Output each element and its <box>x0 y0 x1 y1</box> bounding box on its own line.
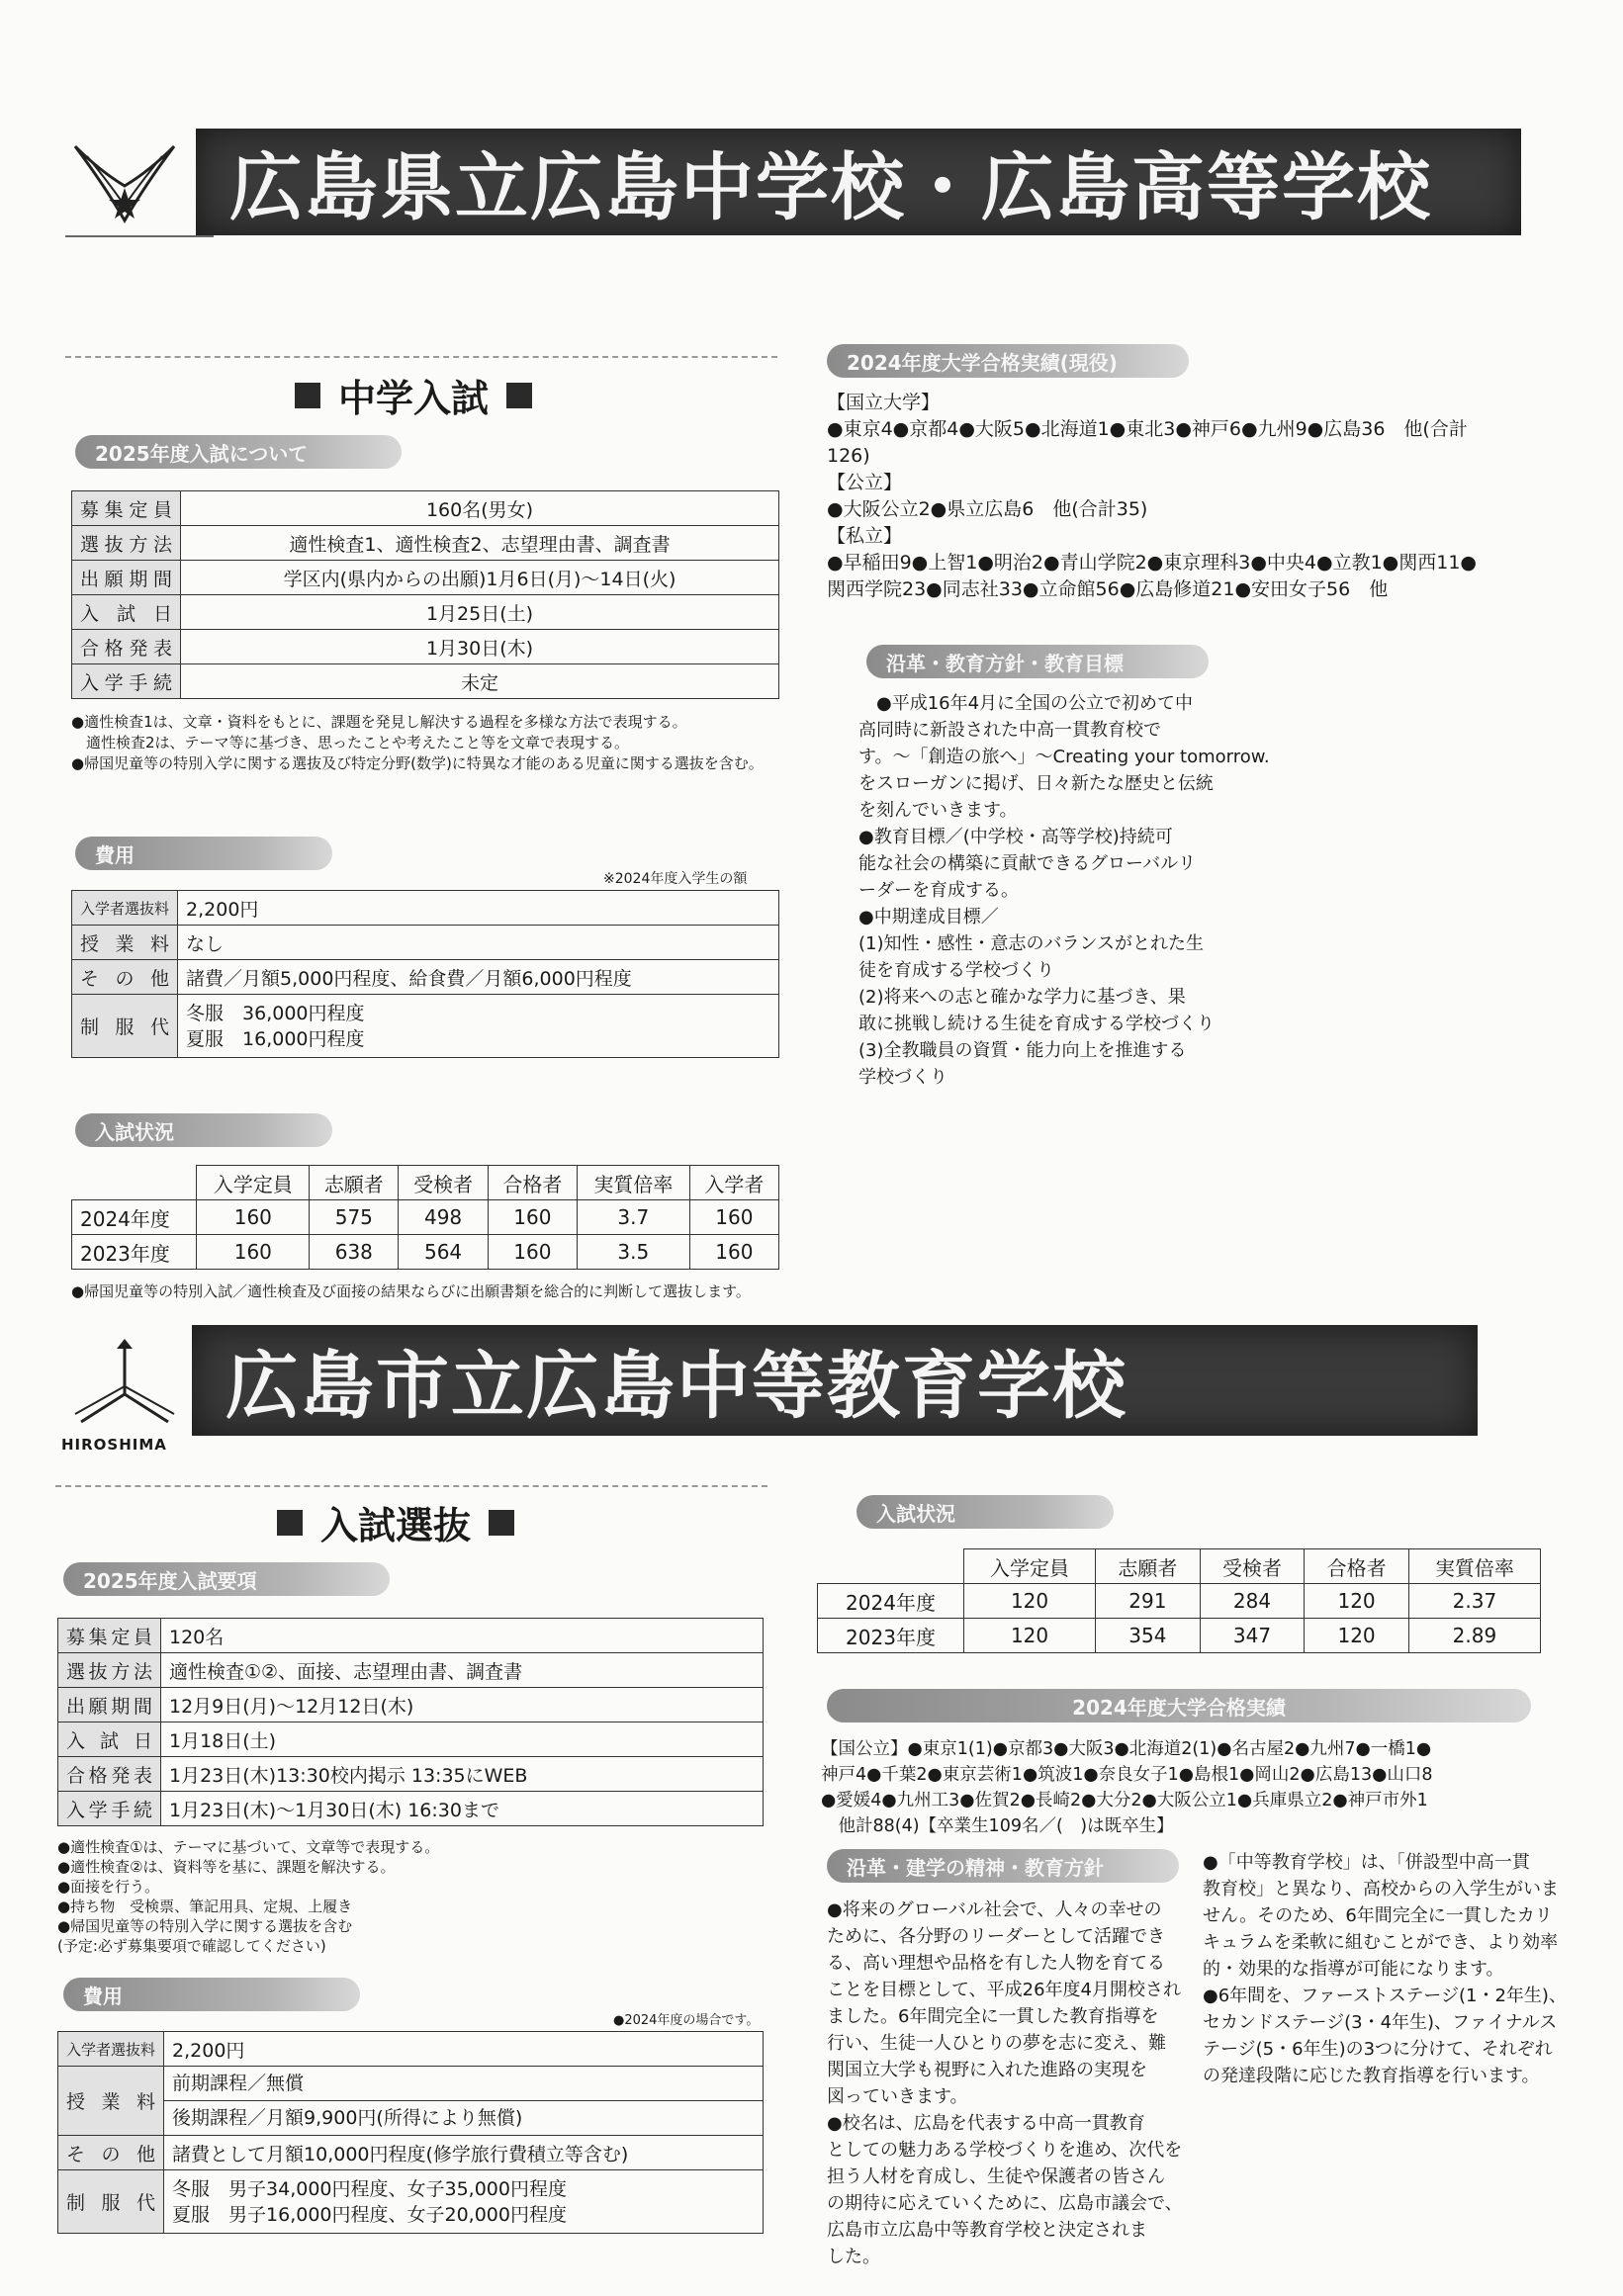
table-header-row <box>818 1549 1541 1584</box>
history-line: ました。6年間完全に一貫した教育指導を <box>827 2006 1159 2027</box>
cell: 120 <box>964 1584 1096 1619</box>
row-value: 12月9日(月)～12月12日(木) <box>161 1688 764 1722</box>
table-row <box>58 1653 764 1688</box>
cell: 2.37 <box>1408 1584 1540 1619</box>
note-line: ●適性検査②は、資料等を基に、課題を解決する。 <box>57 1858 396 1876</box>
school1-fees-pill <box>75 837 332 870</box>
header-cell: 入学定員 <box>964 1549 1096 1584</box>
school2-about-pill-text: 2025年度入試要項 <box>83 1568 257 1593</box>
school2-side-text <box>1203 1849 1569 2089</box>
table-row <box>72 561 779 595</box>
square-bullet-icon <box>277 1510 303 1536</box>
note-line: ●適性検査①は、テーマに基づいて、文章等で表現する。 <box>57 1838 440 1856</box>
school2-exam-table <box>57 1618 764 1826</box>
side-line: ●「中等教育学校」は、「併設型中高一貫 <box>1203 1852 1530 1873</box>
school1-history-text <box>858 690 1270 1091</box>
row-value: 未定 <box>181 664 779 699</box>
row-value: 1月23日(木)～1月30日(木) 16:30まで <box>161 1792 764 1826</box>
school2-results-pill-text: 2024年度大学合格実績 <box>1072 1695 1286 1720</box>
header-cell <box>818 1549 964 1584</box>
school1-title-banner <box>196 129 1521 235</box>
cell: 354 <box>1096 1619 1201 1653</box>
table-row <box>72 1235 779 1270</box>
header-cell: 合格者 <box>488 1166 577 1200</box>
table-row <box>72 891 779 926</box>
row-label: 合格発表 <box>58 1757 161 1792</box>
note-line: ●適性検査1は、文章・資料をもとに、課題を発見し解決する過程を多様な方法で表現する。 <box>71 713 687 731</box>
note-line: ●帰国児童等の特別入学に関する選抜を含む <box>57 1917 353 1935</box>
table-row <box>72 630 779 664</box>
school2-fees-pill <box>63 1978 360 2011</box>
school1-about-pill <box>75 435 402 469</box>
header-cell: 合格者 <box>1305 1549 1409 1584</box>
year-cell: 2024年度 <box>72 1200 197 1235</box>
fee-value: 2,200円 <box>178 891 779 926</box>
fee-value: なし <box>178 926 779 960</box>
table-row <box>58 2170 764 2234</box>
row-label: 選抜方法 <box>72 526 181 561</box>
school1-status-note: ●帰国児童等の特別入試／適性検査及び面接の結果ならびに出願書類を総合的に判断して選抜します。 <box>71 1282 751 1300</box>
table-row <box>58 2136 764 2170</box>
row-value: 1月23日(木)13:30校内掲示 13:35にWEB <box>161 1757 764 1792</box>
school2-results-pill <box>827 1689 1531 1722</box>
history-line: 担う人材を育成し、生徒や保護者の皆さん <box>827 2166 1165 2187</box>
header-cell: 入学者 <box>689 1166 778 1200</box>
header-cell <box>72 1166 197 1200</box>
table-row <box>72 995 779 1058</box>
history-line: ●教育目標／(中学校・高等学校)持続可 <box>858 827 1173 847</box>
cell: 160 <box>197 1200 310 1235</box>
history-line: 能な社会の構築に貢献できるグローバルリ <box>858 853 1197 874</box>
school2-title-banner <box>192 1325 1478 1436</box>
header-cell: 受検者 <box>399 1166 488 1200</box>
note-line: (予定:必ず募集要項で確認してください) <box>57 1937 326 1955</box>
school2-fees-note: ●2024年度の場合です。 <box>613 2013 760 2028</box>
school2-fees-table <box>57 2031 764 2234</box>
school1-fees-note: ※2024年度入学生の額 <box>603 871 748 887</box>
cell: 284 <box>1200 1584 1305 1619</box>
fee-line: 後期課程／月額9,900円(所得により無償) <box>172 2107 523 2129</box>
cell: 347 <box>1200 1619 1305 1653</box>
fee-value: 諸費として月額10,000円程度(修学旅行費積立等含む) <box>164 2136 764 2170</box>
side-line: セカンドステージ(3・4年生)、ファイナルス <box>1203 2012 1558 2033</box>
table-row <box>58 1792 764 1826</box>
school1-status-pill <box>75 1113 332 1147</box>
square-bullet-icon <box>506 383 532 408</box>
history-line: した。 <box>827 2247 880 2267</box>
prefecture-emblem-icon <box>65 127 184 235</box>
history-line: 図っていきます。 <box>827 2086 968 2107</box>
header-cell: 実質倍率 <box>577 1166 689 1200</box>
year-cell: 2023年度 <box>818 1619 964 1653</box>
row-label: 出願期間 <box>72 561 181 595</box>
cell: 291 <box>1096 1584 1201 1619</box>
table-row <box>72 1200 779 1235</box>
cell: 160 <box>689 1200 778 1235</box>
note-line: ●面接を行う。 <box>57 1878 160 1896</box>
row-value: 160名(男女) <box>181 491 779 526</box>
school2-title: 広島市立広島中等教育学校 <box>225 1344 1127 1429</box>
side-line: ●6年間を、ファーストステージ(1・2年生)、 <box>1203 1986 1567 2006</box>
table-row <box>58 1722 764 1757</box>
cell: 2.89 <box>1408 1619 1540 1653</box>
header-cell: 受検者 <box>1200 1549 1305 1584</box>
cell: 160 <box>197 1235 310 1270</box>
school1-results-pill-text: 2024年度大学合格実績(現役) <box>847 350 1118 375</box>
school1-status-table <box>71 1165 779 1270</box>
note-line: ●帰国児童等の特別入学に関する選抜及び特定分野(数学)に特異な才能のある児童に関する選抜を含む。 <box>71 754 764 772</box>
school1-exam-notes <box>71 712 764 774</box>
table-row <box>72 664 779 699</box>
school2-exam-notes <box>57 1837 439 1956</box>
fee-label: 授業料 <box>58 2067 164 2136</box>
school2-exam-heading-text: 入試選抜 <box>320 1504 472 1547</box>
cell: 498 <box>399 1200 488 1235</box>
school1-results-pill <box>827 344 1189 378</box>
table-row <box>58 2067 764 2136</box>
school1-exam-heading <box>295 368 532 422</box>
school2-history-pill <box>827 1849 1179 1883</box>
school1-title: 広島県立広島中学校・広島高等学校 <box>229 145 1432 230</box>
fee-line: 冬服 男子34,000円程度、女子35,000円程度 <box>172 2177 567 2200</box>
table-row <box>818 1619 1541 1653</box>
side-line: せん。そのため、6年間完全に一貫したカリ <box>1203 1905 1553 1926</box>
school1-fees-table <box>71 890 779 1058</box>
history-line: ●校名は、広島を代表する中高一貫教育 <box>827 2113 1145 2134</box>
fee-value <box>164 2170 764 2234</box>
results-line: 【公立】 <box>827 472 903 493</box>
history-line: (1)知性・感性・意志のバランスがとれた生 <box>858 933 1204 954</box>
history-line: 徒を育成する学校づくり <box>858 960 1054 981</box>
history-line: をスローガンに掲げ、日々新たな歴史と伝統 <box>858 773 1214 794</box>
cell: 160 <box>488 1200 577 1235</box>
school1-history-pill-text: 沿革・教育方針・教育目標 <box>886 651 1124 675</box>
fee-label: 制服代 <box>72 995 178 1058</box>
note-line: 適性検査2は、テーマ等に基づき、思ったことや考えたこと等を文章で表現する。 <box>71 734 629 751</box>
table-row <box>72 595 779 630</box>
fee-label: 入学者選抜料 <box>72 891 178 926</box>
table-row <box>72 526 779 561</box>
cell: 3.5 <box>577 1235 689 1270</box>
school2-fees-pill-text: 費用 <box>83 1984 123 2008</box>
history-line: の期待に応えていくために、広島市議会で、 <box>827 2193 1183 2214</box>
results-line: ●愛媛4●九州工3●佐賀2●長崎2●大分2●大阪公立1●兵庫県立2●神戸市外1 <box>821 1791 1428 1810</box>
school1-exam-heading-text: 中学入試 <box>338 377 490 420</box>
fee-line: 夏服 16,000円程度 <box>186 1027 365 1050</box>
results-line: 126) <box>827 445 870 467</box>
school2-status-table <box>817 1548 1541 1653</box>
history-line: としての魅力ある学校づくりを進め、次代を <box>827 2140 1183 2161</box>
row-value: 適性検査①②、面接、志望理由書、調査書 <box>161 1653 764 1688</box>
row-value: 適性検査1、適性検査2、志望理由書、調査書 <box>181 526 779 561</box>
table-row <box>818 1584 1541 1619</box>
fee-line: 前期課程／無償 <box>164 2067 763 2101</box>
fee-label: 入学者選抜料 <box>58 2032 164 2067</box>
school2-results-text <box>821 1736 1543 1839</box>
school2-status-pill-text: 入試状況 <box>876 1501 955 1526</box>
school1-status-pill-text: 入試状況 <box>95 1119 174 1144</box>
school1-exam-table <box>71 490 779 699</box>
results-line: 関西学院23●同志社33●立命館56●広島修道21●安田女子56 他 <box>827 578 1389 600</box>
fee-label: 授業料 <box>72 926 178 960</box>
cell: 3.7 <box>577 1200 689 1235</box>
header-cell: 志願者 <box>1096 1549 1201 1584</box>
row-value: 学区内(県内からの出願)1月6日(月)～14日(火) <box>181 561 779 595</box>
history-line: ために、各分野のリーダーとして活躍でき <box>827 1926 1165 1947</box>
history-line: ーダーを育成する。 <box>858 880 1019 901</box>
school2-history-pill-text: 沿革・建学の精神・教育方針 <box>847 1855 1104 1880</box>
fee-line: 夏服 男子16,000円程度、女子20,000円程度 <box>172 2203 567 2226</box>
table-row <box>72 926 779 960</box>
side-line: キュラムを柔軟に組むことができ、より効率 <box>1203 1932 1559 1953</box>
history-line: 学校づくり <box>858 1067 947 1088</box>
results-line: 神戸4●千葉2●東京芸術1●筑波1●奈良女子1●島根1●岡山2●広島13●山口8 <box>821 1765 1433 1785</box>
school1-about-pill-text: 2025年度入試について <box>95 441 309 466</box>
side-line: の発達段階に応じた教育指導を行います。 <box>1203 2066 1540 2086</box>
table-row <box>72 491 779 526</box>
results-line: 【国立大学】 <box>827 392 941 413</box>
side-line: 教育校」と異なり、高校からの入学生がいま <box>1203 1879 1559 1899</box>
history-line: 敢に挑戦し続ける生徒を育成する学校づくり <box>858 1014 1215 1034</box>
cell: 575 <box>310 1200 399 1235</box>
table-row <box>58 1757 764 1792</box>
city-emblem-icon <box>61 1335 188 1434</box>
results-line: 他計88(4)【卒業生109名／( )は既卒生】 <box>821 1816 1174 1836</box>
school1-results-text <box>827 390 1549 603</box>
table-row <box>58 1619 764 1653</box>
row-label: 募集定員 <box>58 1619 161 1653</box>
history-line: ●将来のグローバル社会で、人々の幸せの <box>827 1899 1162 1920</box>
year-cell: 2023年度 <box>72 1235 197 1270</box>
header-cell: 実質倍率 <box>1408 1549 1540 1584</box>
fee-label: その他 <box>72 960 178 995</box>
row-value: 1月18日(土) <box>161 1722 764 1757</box>
school1-fees-pill-text: 費用 <box>95 842 135 867</box>
history-line: を刻んでいきます。 <box>858 800 1018 821</box>
history-line: す。～「創造の旅へ」～Creating your tomorrow. <box>858 747 1270 767</box>
header-cell: 入学定員 <box>197 1166 310 1200</box>
row-label: 合格発表 <box>72 630 181 664</box>
row-label: 入試日 <box>58 1722 161 1757</box>
table-row <box>58 2032 764 2067</box>
history-line: 高同時に新設された中高一貫教育校で <box>858 720 1161 741</box>
cell: 638 <box>310 1235 399 1270</box>
row-value: 1月30日(木) <box>181 630 779 664</box>
city-logo-text: HIROSHIMA <box>61 1436 167 1454</box>
fee-label: 制服代 <box>58 2170 164 2234</box>
cell: 160 <box>488 1235 577 1270</box>
cell: 564 <box>399 1235 488 1270</box>
header-cell: 志願者 <box>310 1166 399 1200</box>
row-label: 募集定員 <box>72 491 181 526</box>
row-label: 入学手続 <box>58 1792 161 1826</box>
cell: 120 <box>1305 1584 1409 1619</box>
year-cell: 2024年度 <box>818 1584 964 1619</box>
row-label: 選抜方法 <box>58 1653 161 1688</box>
school2-status-pill <box>857 1495 1114 1529</box>
history-line: る、高い理想や品格を有した人物を育てる <box>827 1953 1165 1974</box>
side-line: 的・効果的な指導が可能になります。 <box>1203 1959 1504 1980</box>
history-line: 関国立大学も視野に入れた進路の実現を <box>827 2060 1147 2080</box>
fee-value <box>178 995 779 1058</box>
results-line: ●東京4●京都4●大阪5●北海道1●東北3●神戸6●九州9●広島36 他(合計 <box>827 418 1468 440</box>
fee-line: 冬服 36,000円程度 <box>186 1002 365 1024</box>
history-line: ことを目標として、平成26年度4月開校され <box>827 1980 1181 2000</box>
history-line: (2)将来への志と確かな学力に基づき、果 <box>858 987 1186 1008</box>
row-label: 入学手続 <box>72 664 181 699</box>
side-line: テージ(5・6年生)の3つに分けて、それぞれ <box>1203 2039 1553 2060</box>
school2-history-text <box>827 1897 1183 2270</box>
row-label: 出願期間 <box>58 1688 161 1722</box>
table-row <box>72 960 779 995</box>
table-header-row <box>72 1166 779 1200</box>
results-line: 【国公立】●東京1(1)●京都3●大阪3●北海道2(1)●名古屋2●九州7●一橋1● <box>821 1739 1432 1759</box>
results-line: 【私立】 <box>827 525 903 547</box>
history-line: ●中期達成目標／ <box>858 907 999 927</box>
history-line: (3)全教職員の資質・能力向上を推進する <box>858 1040 1187 1061</box>
school2-about-pill <box>63 1562 390 1596</box>
history-line: 広島市立広島中等教育学校と決定されま <box>827 2220 1147 2241</box>
results-line: ●早稲田9●上智1●明治2●青山学院2●東京理科3●中央4●立教1●関西11● <box>827 552 1478 574</box>
school2-exam-heading <box>277 1495 514 1549</box>
square-bullet-icon <box>295 383 320 408</box>
results-line: ●大阪公立2●県立広島6 他(合計35) <box>827 498 1148 520</box>
history-line: 行い、生徒一人ひとりの夢を志に変え、難 <box>827 2033 1167 2054</box>
fee-value: 2,200円 <box>164 2032 764 2067</box>
fee-label: その他 <box>58 2136 164 2170</box>
row-label: 入試日 <box>72 595 181 630</box>
note-line: ●持ち物 受検票、筆記用具、定規、上履き <box>57 1898 353 1915</box>
square-bullet-icon <box>489 1510 514 1536</box>
row-value: 120名 <box>161 1619 764 1653</box>
cell: 120 <box>964 1619 1096 1653</box>
history-line: ●平成16年4月に全国の公立で初めて中 <box>858 693 1194 714</box>
table-row <box>58 1688 764 1722</box>
cell: 160 <box>689 1235 778 1270</box>
school1-history-pill <box>866 645 1209 678</box>
cell: 120 <box>1305 1619 1409 1653</box>
fee-value <box>164 2067 764 2136</box>
fee-value: 諸費／月額5,000円程度、給食費／月額6,000円程度 <box>178 960 779 995</box>
row-value: 1月25日(土) <box>181 595 779 630</box>
